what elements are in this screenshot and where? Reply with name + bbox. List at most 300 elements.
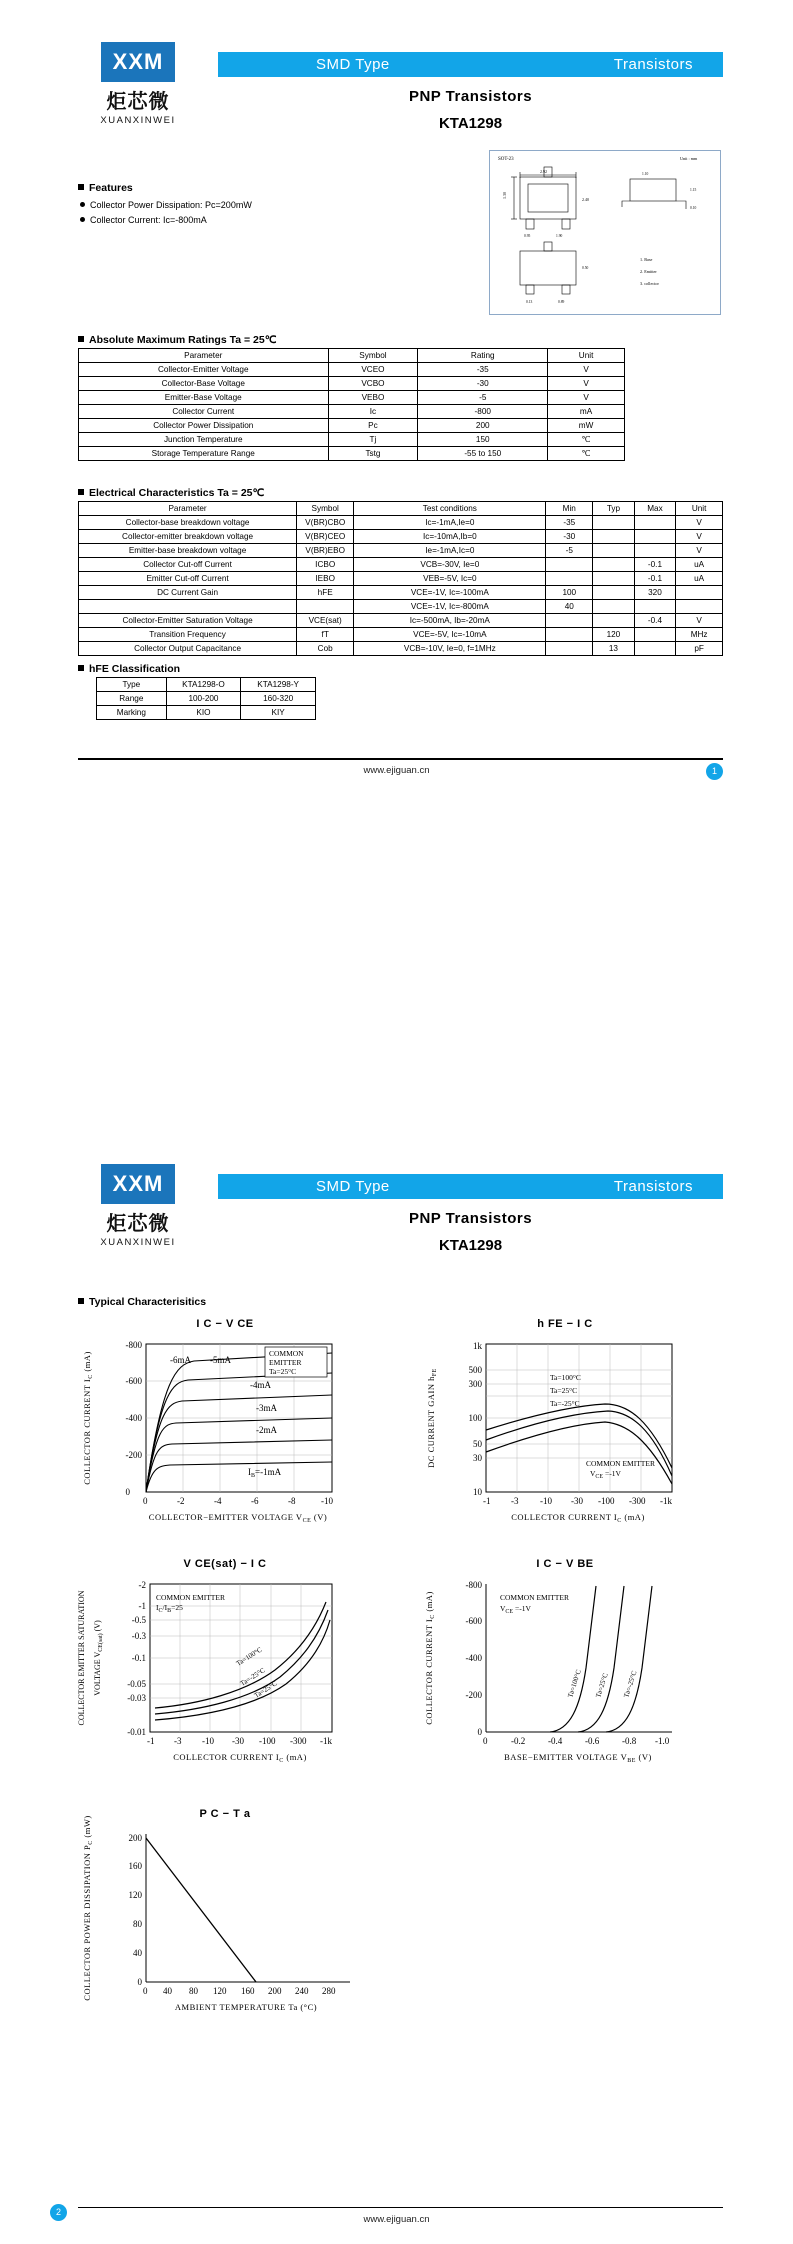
elec-row-cell: V xyxy=(676,544,723,558)
svg-text:-2: -2 xyxy=(138,1580,146,1590)
abs-max-header-col-2: Rating xyxy=(418,349,548,363)
abs-max-header-col-0: Parameter xyxy=(79,349,329,363)
svg-text:COLLECTOR POWER DISSIPATION: COLLECTOR POWER DISSIPATION $P_C$ (mW) xyxy=(82,1815,94,2001)
elec-row-cell: Collector-Emitter Saturation Voltage xyxy=(79,614,297,628)
abs-max-row-cell: V xyxy=(548,391,625,405)
abs-max-row-cell: Collector Current xyxy=(79,405,329,419)
part-number: KTA1298 xyxy=(438,1237,503,1254)
chart-vcesat-series-label-3: Ta=100°C xyxy=(234,1645,264,1668)
elec-row xyxy=(79,530,723,544)
svg-text:120: 120 xyxy=(213,1986,227,1996)
elec-header-col-6: Unit xyxy=(676,502,723,516)
hfe-header-cell: KTA1298-Y xyxy=(241,678,316,692)
elec-row-cell: Ie=-1mA,Ic=0 xyxy=(354,544,546,558)
svg-text:VCE =-1V: $V_{CE} =-1V$ xyxy=(500,1604,531,1615)
abs-max-row-cell: 150 xyxy=(418,433,548,447)
svg-text:2.92: 2.92 xyxy=(540,169,547,174)
package-outline-drawing xyxy=(489,150,721,315)
svg-text:200: 200 xyxy=(128,1833,142,1843)
hfe-header-cell: KTA1298-O xyxy=(166,678,241,692)
svg-text:1.10: 1.10 xyxy=(642,172,649,176)
abs-max-row-cell: -5 xyxy=(418,391,548,405)
chart-ic-vce-title: I C − V CE xyxy=(196,1318,254,1330)
hfe-header-row xyxy=(97,678,316,692)
svg-text:-2: -2 xyxy=(177,1496,185,1506)
svg-text:-0.4: -0.4 xyxy=(548,1736,563,1746)
elec-row-cell: fT xyxy=(297,628,354,642)
page-header-2 xyxy=(0,1122,793,1252)
svg-text:0: 0 xyxy=(143,1986,148,1996)
abs-max-row-cell: Storage Temperature Range xyxy=(79,447,329,461)
elec-row-cell: -0.1 xyxy=(634,572,676,586)
elec-row-cell xyxy=(79,600,297,614)
elec-row-cell xyxy=(593,600,635,614)
elec-row-cell: VCB=-10V, Ie=0, f=1MHz xyxy=(354,642,546,656)
elec-row xyxy=(79,572,723,586)
feature-item-2-label: Collector Current: Ic=-800mA xyxy=(90,215,207,225)
elec-row xyxy=(79,600,723,614)
svg-text:COMMON EMITTER: COMMON EMITTER xyxy=(156,1593,225,1602)
elec-row-cell: Collector-base breakdown voltage xyxy=(79,516,297,530)
svg-text:280: 280 xyxy=(322,1986,336,1996)
svg-text:-0.8: -0.8 xyxy=(622,1736,637,1746)
svg-text:DC CURRENT GAIN hFE: DC CURRENT GAIN $h_{FE}$ xyxy=(426,1368,438,1468)
abs-max-row-cell: -800 xyxy=(418,405,548,419)
abs-max-row xyxy=(79,447,625,461)
elec-row-cell xyxy=(634,530,676,544)
abs-max-row-cell: Ic xyxy=(328,405,418,419)
abs-max-row xyxy=(79,433,625,447)
footer-url: www.ejiguan.cn xyxy=(363,765,430,776)
abs-max-row-cell: Collector-Emitter Voltage xyxy=(79,363,329,377)
abs-max-row-cell: VEBO xyxy=(328,391,418,405)
company-logo xyxy=(78,1164,198,1248)
svg-text:-0.2: -0.2 xyxy=(511,1736,526,1746)
logo-mark-icon: XXM xyxy=(101,42,175,82)
abs-max-row xyxy=(79,363,625,377)
abs-max-row-cell: mW xyxy=(548,419,625,433)
elec-row-cell xyxy=(546,642,593,656)
svg-text:3. collector: 3. collector xyxy=(640,281,659,286)
elec-row-cell: 120 xyxy=(593,628,635,642)
svg-text:1.15: 1.15 xyxy=(690,188,697,192)
chart-hfe-ic-series-label-2: Ta=25°C xyxy=(550,1386,578,1395)
svg-text:-200: -200 xyxy=(465,1690,482,1700)
logo-chinese-name: 炬芯微 xyxy=(106,1213,170,1235)
elec-row-cell xyxy=(593,586,635,600)
elec-row-cell: VCB=-30V, Ie=0 xyxy=(354,558,546,572)
svg-text:-600: -600 xyxy=(125,1376,142,1386)
abs-max-row-cell: mA xyxy=(548,405,625,419)
svg-text:AMBIENT TEMPERATURE Ta (°C): AMBIENT TEMPERATURE Ta (°C) xyxy=(174,2002,318,2012)
svg-text:0.10: 0.10 xyxy=(690,206,697,210)
abs-max-row-cell: -30 xyxy=(418,377,548,391)
svg-text:40: 40 xyxy=(163,1986,172,1996)
document-subtitle: PNP Transistors xyxy=(408,1210,533,1227)
svg-text:300: 300 xyxy=(468,1379,482,1389)
elec-row-cell: VCE=-1V, Ic=-100mA xyxy=(354,586,546,600)
elec-row-cell: VCE(sat) xyxy=(297,614,354,628)
bullet-square-icon xyxy=(78,665,84,671)
abs-max-row-cell: Tj xyxy=(328,433,418,447)
chart-vcesat-ic-title: V CE(sat) − I C xyxy=(183,1558,267,1570)
elec-row-cell xyxy=(546,558,593,572)
abs-max-row-cell: -35 xyxy=(418,363,548,377)
svg-text:-400: -400 xyxy=(465,1653,482,1663)
elec-row-cell: Collector Cut-off Current xyxy=(79,558,297,572)
svg-text:-0.5: -0.5 xyxy=(131,1615,146,1625)
hfe-cell: Range xyxy=(97,692,167,706)
logo-pinyin-name: XUANXINWEI xyxy=(100,115,176,126)
hfe-row xyxy=(97,692,316,706)
elec-row-cell xyxy=(546,572,593,586)
elec-row-cell: Emitter-base breakdown voltage xyxy=(79,544,297,558)
feature-item-1-label: Collector Power Dissipation: Pc=200mW xyxy=(90,200,252,210)
chart-hfe-ic xyxy=(400,1318,730,1568)
chart-ic-vce-series-label-6: -6mA xyxy=(170,1355,191,1365)
svg-text:80: 80 xyxy=(189,1986,198,1996)
svg-text:-0.1: -0.1 xyxy=(131,1653,146,1663)
elec-row xyxy=(79,642,723,656)
svg-text:1.30: 1.30 xyxy=(502,192,507,199)
svg-text:0: 0 xyxy=(477,1727,482,1737)
abs-max-heading-label: Absolute Maximum Ratings Ta = 25℃ xyxy=(89,334,277,346)
svg-text:80: 80 xyxy=(133,1919,142,1929)
banner-right-label: Transistors xyxy=(613,1178,693,1195)
table-header-row xyxy=(79,502,723,516)
svg-text:BASE−EMITTER VOLTAGE VBE (V): BASE−EMITTER VOLTAGE $V_{BE}$ (V) xyxy=(504,1752,652,1764)
elec-row-cell: -35 xyxy=(546,516,593,530)
elec-row xyxy=(79,516,723,530)
chart-vcesat-series-label-2: Ta=25°C xyxy=(252,1679,279,1700)
elec-row-cell xyxy=(676,586,723,600)
svg-text:COLLECTOR CURRENT IC (mA): COLLECTOR CURRENT $I_C$ (mA) xyxy=(424,1591,436,1725)
header-banner xyxy=(218,1174,723,1199)
svg-text:0.95: 0.95 xyxy=(524,234,531,238)
svg-text:IC/IB=25: $I_C/I_B=25$ xyxy=(156,1603,183,1614)
abs-max-row-cell: VCEO xyxy=(328,363,418,377)
elec-row-cell: V(BR)EBO xyxy=(297,544,354,558)
svg-text:-1: -1 xyxy=(147,1736,155,1746)
svg-text:0.13: 0.13 xyxy=(526,300,533,304)
elec-row-cell: hFE xyxy=(297,586,354,600)
svg-text:-1: -1 xyxy=(483,1496,491,1506)
elec-row-cell: -0.1 xyxy=(634,558,676,572)
feature-item-2 xyxy=(80,215,207,225)
elec-row-cell xyxy=(634,642,676,656)
elec-row-cell: -5 xyxy=(546,544,593,558)
svg-text:-100: -100 xyxy=(259,1736,276,1746)
svg-text:-6: -6 xyxy=(251,1496,259,1506)
svg-text:SOT-23: SOT-23 xyxy=(498,157,514,162)
svg-text:COMMON EMITTER: COMMON EMITTER xyxy=(586,1459,655,1468)
svg-text:1.90: 1.90 xyxy=(556,234,563,238)
abs-max-row-cell: Emitter-Base Voltage xyxy=(79,391,329,405)
svg-text:-300: -300 xyxy=(290,1736,307,1746)
abs-max-row-cell: VCBO xyxy=(328,377,418,391)
svg-text:1. Base: 1. Base xyxy=(640,257,653,262)
elec-row-cell: 320 xyxy=(634,586,676,600)
svg-text:240: 240 xyxy=(295,1986,309,1996)
elec-row-cell: DC Current Gain xyxy=(79,586,297,600)
table-header-row xyxy=(79,349,625,363)
abs-max-header-col-1: Symbol xyxy=(328,349,418,363)
svg-text:-1: -1 xyxy=(138,1601,146,1611)
hfe-heading xyxy=(78,663,180,675)
part-number: KTA1298 xyxy=(438,115,503,132)
elec-row xyxy=(79,586,723,600)
elec-row-cell: -0.4 xyxy=(634,614,676,628)
svg-text:-1k: -1k xyxy=(320,1736,332,1746)
svg-text:0: 0 xyxy=(143,1496,148,1506)
svg-text:-0.6: -0.6 xyxy=(585,1736,600,1746)
svg-text:500: 500 xyxy=(468,1365,482,1375)
elec-row-cell: Ic=-500mA, Ib=-20mA xyxy=(354,614,546,628)
elec-row xyxy=(79,558,723,572)
chart-ic-vbe xyxy=(400,1558,730,1818)
hfe-classification-table xyxy=(96,677,316,720)
company-logo xyxy=(78,42,198,126)
svg-text:-200: -200 xyxy=(125,1450,142,1460)
elec-row-cell: Collector-emitter breakdown voltage xyxy=(79,530,297,544)
svg-text:-0.03: -0.03 xyxy=(127,1693,146,1703)
bullet-square-icon xyxy=(78,1298,84,1304)
elec-row-cell xyxy=(634,628,676,642)
abs-max-row-cell: 200 xyxy=(418,419,548,433)
svg-text:VOLTAGE VCE(sat) (V): VOLTAGE $V_{CE(sat)}$ (V) xyxy=(93,1620,104,1696)
banner-right-label: Transistors xyxy=(613,56,693,73)
elec-row-cell: VCE=-5V, Ic=-10mA xyxy=(354,628,546,642)
svg-text:160: 160 xyxy=(241,1986,255,1996)
elec-row-cell: VEB=-5V, Ic=0 xyxy=(354,572,546,586)
abs-max-header-col-3: Unit xyxy=(548,349,625,363)
svg-text:COLLECTOR CURRENT IC (mA): COLLECTOR CURRENT $I_C$ (mA) xyxy=(173,1752,307,1764)
elec-row-cell: V(BR)CBO xyxy=(297,516,354,530)
elec-heading-label: Electrical Characteristics Ta = 25℃ xyxy=(89,487,265,499)
svg-text:VCE =-1V: $V_{CE} =-1V$ xyxy=(590,1469,621,1480)
svg-text:-600: -600 xyxy=(465,1616,482,1626)
elec-header-col-3: Min xyxy=(546,502,593,516)
elec-row-cell: Ic=-10mA,Ib=0 xyxy=(354,530,546,544)
elec-row-cell: ICBO xyxy=(297,558,354,572)
elec-row-cell: Emitter Cut-off Current xyxy=(79,572,297,586)
elec-row-cell xyxy=(634,544,676,558)
svg-text:40: 40 xyxy=(133,1948,142,1958)
chart-ic-vce-series-label-4: -4mA xyxy=(250,1380,271,1390)
abs-max-row-cell: Tstg xyxy=(328,447,418,461)
abs-max-row xyxy=(79,419,625,433)
svg-text:-30: -30 xyxy=(232,1736,244,1746)
abs-max-row xyxy=(79,405,625,419)
svg-text:-0.3: -0.3 xyxy=(131,1631,146,1641)
svg-text:COLLECTOR−EMITTER VOLTAGE VCE: COLLECTOR−EMITTER VOLTAGE $V_{CE}$ (V) xyxy=(148,1512,328,1524)
svg-text:1k: 1k xyxy=(473,1341,482,1351)
elec-row-cell: MHz xyxy=(676,628,723,642)
svg-text:COLLECTOR EMITTER SATURATION: COLLECTOR EMITTER SATURATION xyxy=(77,1590,86,1726)
elec-header-col-1: Symbol xyxy=(297,502,354,516)
page-2 xyxy=(0,1122,793,2244)
abs-max-row xyxy=(79,377,625,391)
svg-text:-300: -300 xyxy=(629,1496,646,1506)
elec-row-cell: -30 xyxy=(546,530,593,544)
svg-text:-3: -3 xyxy=(511,1496,519,1506)
footer-url: www.ejiguan.cn xyxy=(363,2214,430,2225)
elec-row xyxy=(79,614,723,628)
hfe-cell: Marking xyxy=(97,706,167,720)
svg-text:-3: -3 xyxy=(174,1736,182,1746)
abs-max-row-cell: V xyxy=(548,377,625,391)
elec-row-cell xyxy=(634,516,676,530)
abs-max-row xyxy=(79,391,625,405)
abs-max-row-cell: Pc xyxy=(328,419,418,433)
page-number-badge: 2 xyxy=(50,2204,67,2221)
logo-pinyin-name: XUANXINWEI xyxy=(100,1237,176,1248)
elec-row-cell: Ic=-1mA,Ie=0 xyxy=(354,516,546,530)
typical-characteristics-heading xyxy=(78,1296,206,1308)
chart-pc-ta-title: P C − T a xyxy=(199,1808,251,1820)
svg-text:-0.01: -0.01 xyxy=(127,1727,146,1737)
chart-hfe-ic-series-label-1: Ta=100°C xyxy=(550,1373,581,1382)
elec-row-cell xyxy=(593,614,635,628)
svg-text:-10: -10 xyxy=(202,1736,214,1746)
abs-max-row-cell: Collector Power Dissipation xyxy=(79,419,329,433)
elec-row xyxy=(79,544,723,558)
svg-text:-30: -30 xyxy=(571,1496,583,1506)
svg-text:COMMON: COMMON xyxy=(269,1349,304,1358)
hfe-cell: KIO xyxy=(166,706,241,720)
svg-text:0.89: 0.89 xyxy=(558,300,565,304)
hfe-header-cell: Type xyxy=(97,678,167,692)
elec-header-col-2: Test conditions xyxy=(354,502,546,516)
svg-text:160: 160 xyxy=(128,1861,142,1871)
elec-row-cell: V xyxy=(676,614,723,628)
elec-row-cell: Cob xyxy=(297,642,354,656)
svg-text:COLLECTOR CURRENT IC (mA): COLLECTOR CURRENT $I_C$ (mA) xyxy=(82,1351,94,1485)
hfe-cell: 160-320 xyxy=(241,692,316,706)
features-heading xyxy=(78,182,133,194)
svg-text:-10: -10 xyxy=(540,1496,552,1506)
features-heading-label: Features xyxy=(89,182,133,194)
svg-text:-4: -4 xyxy=(214,1496,222,1506)
elec-row-cell xyxy=(676,600,723,614)
bullet-dot-icon xyxy=(80,202,85,207)
elec-row-cell xyxy=(593,516,635,530)
page-number-badge: 1 xyxy=(706,763,723,780)
chart-ic-vbe-title: I C − V BE xyxy=(536,1558,594,1570)
svg-text:Unit : mm: Unit : mm xyxy=(680,156,698,161)
svg-text:COMMON EMITTER: COMMON EMITTER xyxy=(500,1593,569,1602)
elec-row-cell xyxy=(634,600,676,614)
page-header xyxy=(0,0,793,130)
svg-text:-400: -400 xyxy=(125,1413,142,1423)
elec-row-cell: Transition Frequency xyxy=(79,628,297,642)
chart-ic-vce-series-label-3: -3mA xyxy=(256,1403,277,1413)
document-subtitle: PNP Transistors xyxy=(408,88,533,105)
elec-row-cell xyxy=(593,544,635,558)
hfe-cell: 100-200 xyxy=(166,692,241,706)
abs-max-row-cell: -55 to 150 xyxy=(418,447,548,461)
svg-text:-1k: -1k xyxy=(660,1496,672,1506)
svg-text:-1.0: -1.0 xyxy=(655,1736,670,1746)
elec-row-cell: V(BR)CEO xyxy=(297,530,354,544)
svg-text:10: 10 xyxy=(473,1487,482,1497)
chart-ic-vbe-series-label-1: Ta=100°C xyxy=(566,1668,583,1699)
abs-max-row-cell: ℃ xyxy=(548,447,625,461)
elec-row-cell xyxy=(546,628,593,642)
chart-vcesat-series-label-1: Ta=-25°C xyxy=(238,1666,267,1688)
elec-row xyxy=(79,628,723,642)
svg-text:-10: -10 xyxy=(321,1496,333,1506)
absolute-maximum-ratings-table xyxy=(78,348,625,461)
bullet-square-icon xyxy=(78,336,84,342)
elec-row-cell: uA xyxy=(676,572,723,586)
elec-row-cell xyxy=(593,572,635,586)
svg-text:Ta=25°C: Ta=25°C xyxy=(269,1367,297,1376)
elec-heading xyxy=(78,487,264,499)
elec-row-cell: 100 xyxy=(546,586,593,600)
elec-row-cell: V xyxy=(676,530,723,544)
feature-item-1 xyxy=(80,200,252,210)
bullet-square-icon xyxy=(78,184,84,190)
svg-text:-800: -800 xyxy=(125,1340,142,1350)
elec-row-cell: uA xyxy=(676,558,723,572)
svg-text:50: 50 xyxy=(473,1439,482,1449)
chart-pc-ta xyxy=(60,1808,420,2068)
abs-max-row-cell: V xyxy=(548,363,625,377)
svg-text:-0.05: -0.05 xyxy=(127,1679,146,1689)
svg-text:0.50: 0.50 xyxy=(582,266,589,270)
header-banner xyxy=(218,52,723,77)
svg-text:120: 120 xyxy=(128,1890,142,1900)
svg-text:30: 30 xyxy=(473,1453,482,1463)
hfe-row xyxy=(97,706,316,720)
elec-row-cell xyxy=(297,600,354,614)
svg-text:COLLECTOR CURRENT IC (mA): COLLECTOR CURRENT $I_C$ (mA) xyxy=(511,1512,645,1524)
footer-divider xyxy=(78,2207,723,2208)
elec-row-cell: VCE=-1V, Ic=-800mA xyxy=(354,600,546,614)
elec-row-cell: IEBO xyxy=(297,572,354,586)
elec-row-cell: Collector Output Capacitance xyxy=(79,642,297,656)
svg-text:2. Emitter: 2. Emitter xyxy=(640,269,657,274)
elec-row-cell: V xyxy=(676,516,723,530)
svg-text:0: 0 xyxy=(137,1977,142,1987)
chart-vcesat-ic xyxy=(60,1558,390,1818)
svg-text:2.40: 2.40 xyxy=(582,197,589,202)
abs-max-row-cell: ℃ xyxy=(548,433,625,447)
hfe-cell: KIY xyxy=(241,706,316,720)
svg-text:100: 100 xyxy=(468,1413,482,1423)
abs-max-heading xyxy=(78,334,277,346)
logo-mark-icon: XXM xyxy=(101,1164,175,1204)
elec-row-cell: 13 xyxy=(593,642,635,656)
elec-header-col-4: Typ xyxy=(593,502,635,516)
electrical-characteristics-table xyxy=(78,501,723,656)
svg-text:0: 0 xyxy=(483,1736,488,1746)
bullet-square-icon xyxy=(78,489,84,495)
elec-row-cell xyxy=(593,530,635,544)
elec-row-cell: 40 xyxy=(546,600,593,614)
elec-row-cell xyxy=(593,558,635,572)
svg-text:-100: -100 xyxy=(598,1496,615,1506)
elec-header-col-5: Max xyxy=(634,502,676,516)
abs-max-row-cell: Junction Temperature xyxy=(79,433,329,447)
elec-row-cell: pF xyxy=(676,642,723,656)
chart-ic-vce-series-label-5: -5mA xyxy=(210,1355,231,1365)
svg-text:-800: -800 xyxy=(465,1580,482,1590)
typical-characteristics-label: Typical Characterisitics xyxy=(89,1296,207,1308)
footer-divider xyxy=(78,758,723,760)
abs-max-row-cell: Collector-Base Voltage xyxy=(79,377,329,391)
